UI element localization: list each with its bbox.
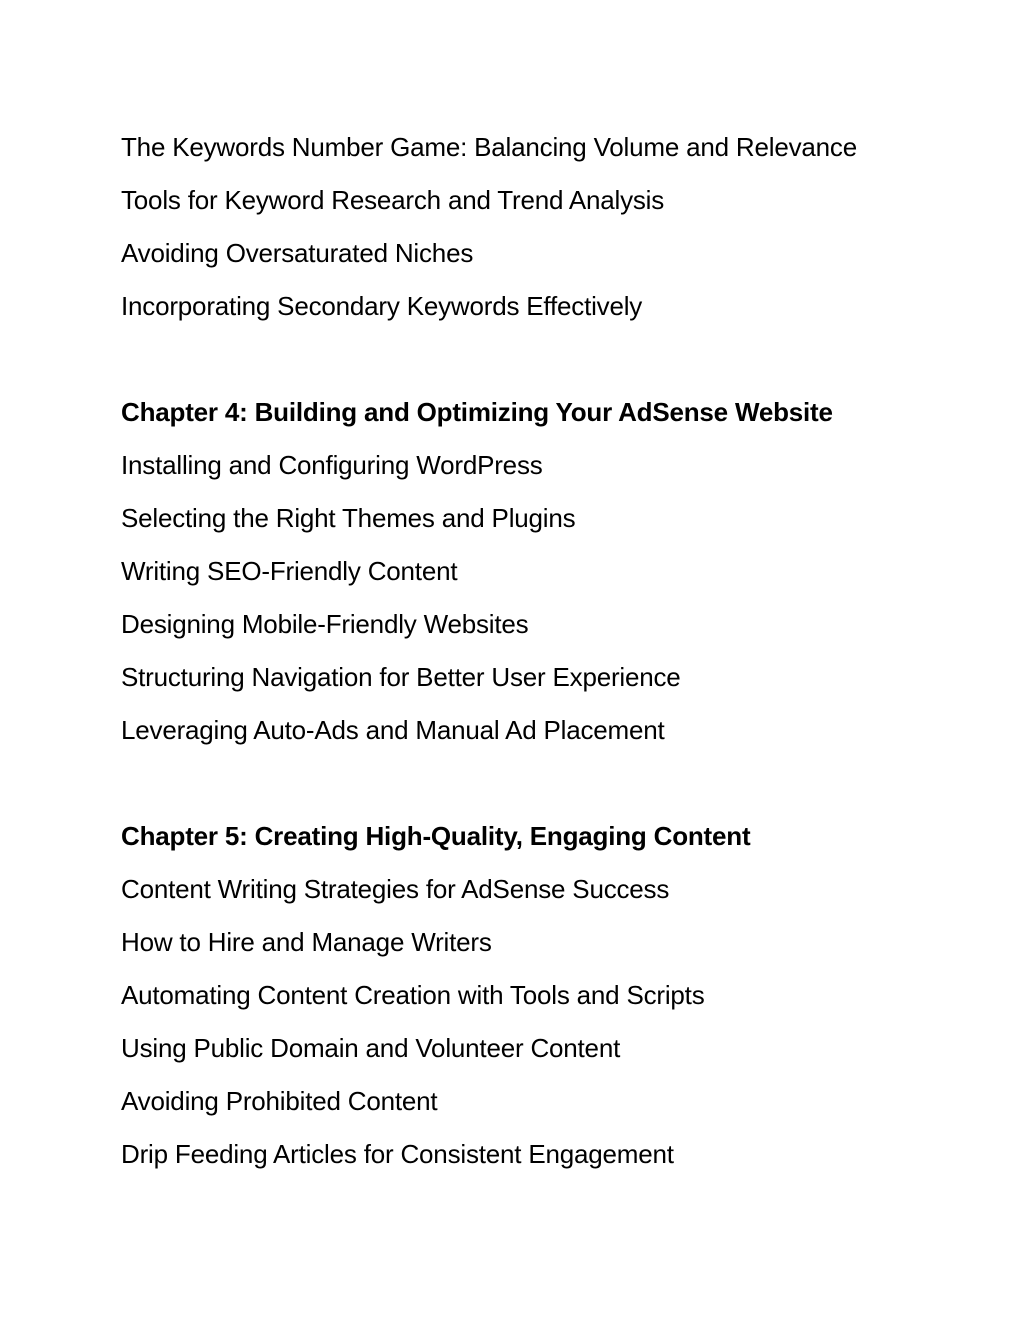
chapter-5-section <box>121 810 981 1181</box>
chapter-4-section <box>121 386 981 757</box>
toc-item: The Keywords Number Game: Balancing Volume and Relevance <box>121 132 857 162</box>
toc-item: Using Public Domain and Volunteer Content <box>121 1033 621 1063</box>
toc-item: Structuring Navigation for Better User Experience <box>121 662 681 692</box>
toc-item: Leveraging Auto-Ads and Manual Ad Placement <box>121 715 665 745</box>
toc-item: Designing Mobile-Friendly Websites <box>121 609 529 639</box>
chapter-5-heading: Chapter 5: Creating High-Quality, Engaging Content <box>121 821 751 851</box>
toc-item: Avoiding Prohibited Content <box>121 1086 438 1116</box>
document-page <box>121 121 981 1181</box>
toc-item: Installing and Configuring WordPress <box>121 450 543 480</box>
section-spacer <box>121 333 981 386</box>
toc-item: Selecting the Right Themes and Plugins <box>121 503 576 533</box>
section-spacer <box>121 757 981 810</box>
chapter-3-continued-section <box>121 121 981 333</box>
toc-item: Drip Feeding Articles for Consistent Engagement <box>121 1139 674 1169</box>
toc-item: Avoiding Oversaturated Niches <box>121 238 474 268</box>
toc-item: Incorporating Secondary Keywords Effectively <box>121 291 643 321</box>
toc-item: Content Writing Strategies for AdSense Success <box>121 874 670 904</box>
toc-item: How to Hire and Manage Writers <box>121 927 492 957</box>
toc-item: Automating Content Creation with Tools and Scripts <box>121 980 705 1010</box>
toc-item: Tools for Keyword Research and Trend Analysis <box>121 185 665 215</box>
chapter-4-heading: Chapter 4: Building and Optimizing Your AdSense Website <box>121 397 833 427</box>
toc-item: Writing SEO-Friendly Content <box>121 556 458 586</box>
